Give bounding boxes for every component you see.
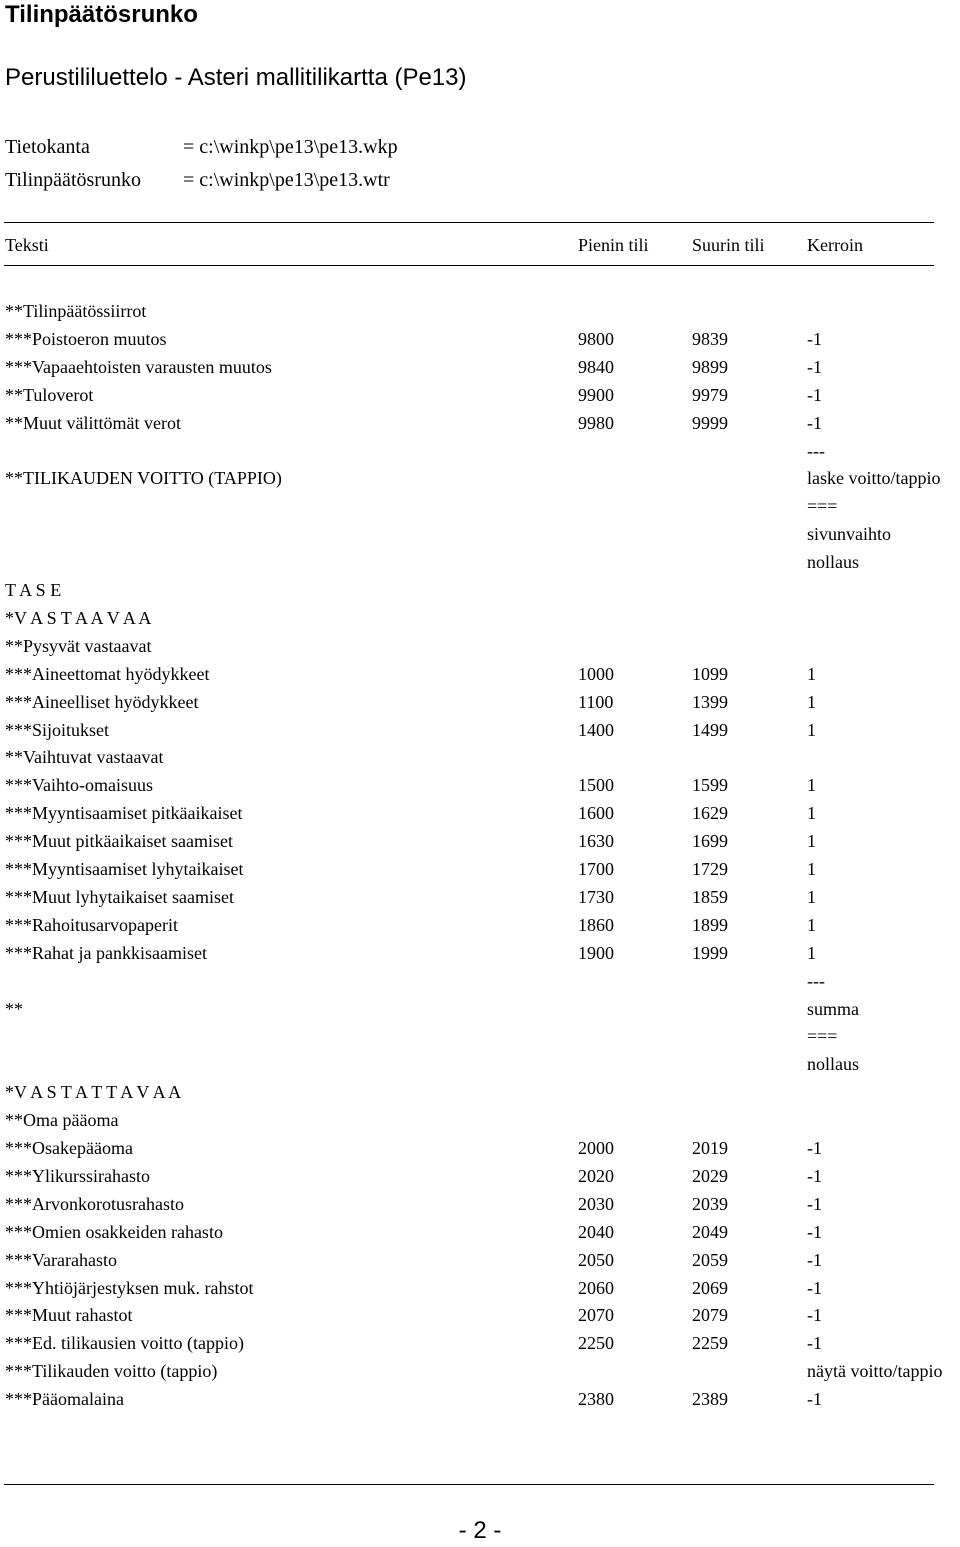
table-row (0, 716, 960, 744)
table-row (0, 632, 960, 660)
row-text: ***Sijoitukset (5, 720, 110, 740)
row-factor: -1 (807, 1305, 822, 1325)
row-max-account: 1629 (692, 803, 728, 823)
row-factor: näytä voitto/tappio (807, 1361, 943, 1381)
table-row (0, 743, 960, 771)
header-min-account: Pienin tili (578, 235, 649, 255)
row-min-account: 9900 (578, 385, 614, 405)
table-row (0, 1022, 960, 1050)
row-text: **Oma pääoma (5, 1110, 119, 1130)
row-min-account: 1730 (578, 887, 614, 907)
table-row (0, 688, 960, 716)
table-row (0, 1134, 960, 1162)
table-row (0, 1078, 960, 1106)
table-row (0, 325, 960, 353)
header-bottom-rule (4, 265, 934, 266)
row-max-account: 9979 (692, 385, 728, 405)
row-text: ***Muut pitkäaikaiset saamiset (5, 831, 233, 851)
row-max-account: 9839 (692, 329, 728, 349)
row-max-account: 1729 (692, 859, 728, 879)
row-text: T A S E (5, 580, 62, 600)
row-min-account: 2070 (578, 1305, 614, 1325)
row-factor: 1 (807, 887, 816, 907)
row-min-account: 2030 (578, 1194, 614, 1214)
row-text: ***Ylikurssirahasto (5, 1166, 150, 1186)
row-max-account: 1599 (692, 775, 728, 795)
row-max-account: 2389 (692, 1389, 728, 1409)
row-min-account: 1400 (578, 720, 614, 740)
row-max-account: 1699 (692, 831, 728, 851)
row-max-account: 1899 (692, 915, 728, 935)
row-text: **Vaihtuvat vastaavat (5, 747, 164, 767)
row-text: ** (5, 999, 23, 1019)
row-min-account: 2020 (578, 1166, 614, 1186)
row-text: ***Muut lyhytaikaiset saamiset (5, 887, 234, 907)
row-factor: 1 (807, 803, 816, 823)
table-row (0, 660, 960, 688)
row-factor: === (807, 1026, 838, 1046)
table-row (0, 437, 960, 465)
row-factor: 1 (807, 664, 816, 684)
row-factor: sivunvaihto (807, 524, 891, 544)
table-row (0, 883, 960, 911)
row-min-account: 1100 (578, 692, 614, 712)
footer-rule (4, 1484, 934, 1485)
row-factor: 1 (807, 859, 816, 879)
document-subtitle: Perustililuettelo - Asteri mallitilikartta (Pe13) (5, 64, 467, 91)
row-factor: nollaus (807, 552, 859, 572)
row-text: ***Vararahasto (5, 1250, 117, 1270)
row-factor: -1 (807, 329, 822, 349)
row-factor: nollaus (807, 1054, 859, 1074)
table-row (0, 576, 960, 604)
meta-value: = c:\winkp\pe13\pe13.wtr (183, 169, 390, 191)
table-row (0, 911, 960, 939)
row-min-account: 2250 (578, 1333, 614, 1353)
table-header (0, 231, 960, 259)
row-min-account: 2000 (578, 1138, 614, 1158)
row-text: *V A S T A A V A A (5, 608, 152, 628)
table-row (0, 995, 960, 1023)
row-text: ***Ed. tilikausien voitto (tappio) (5, 1333, 244, 1353)
row-min-account: 9840 (578, 357, 614, 377)
row-text: ***Vaihto-omaisuus (5, 775, 153, 795)
row-min-account: 2050 (578, 1250, 614, 1270)
row-text: ***Tilikauden voitto (tappio) (5, 1361, 218, 1381)
row-text: ***Aineelliset hyödykkeet (5, 692, 199, 712)
meta-label: Tietokanta (5, 136, 90, 158)
table-row (0, 604, 960, 632)
row-max-account: 2039 (692, 1194, 728, 1214)
row-factor: -1 (807, 1333, 822, 1353)
table-row (0, 381, 960, 409)
table-row (0, 1274, 960, 1302)
row-factor: summa (807, 999, 859, 1019)
row-min-account: 1860 (578, 915, 614, 935)
row-max-account: 9999 (692, 413, 728, 433)
row-max-account: 2069 (692, 1278, 728, 1298)
table-row (0, 1106, 960, 1134)
table-row (0, 771, 960, 799)
row-text: **TILIKAUDEN VOITTO (TAPPIO) (5, 468, 282, 488)
table-row (0, 1162, 960, 1190)
row-max-account: 1399 (692, 692, 728, 712)
table-row (0, 548, 960, 576)
row-text: ***Myyntisaamiset lyhytaikaiset (5, 859, 244, 879)
row-max-account: 1859 (692, 887, 728, 907)
row-min-account: 1000 (578, 664, 614, 684)
table-row (0, 1050, 960, 1078)
row-text: ***Osakepääoma (5, 1138, 133, 1158)
row-factor: 1 (807, 720, 816, 740)
meta-label: Tilinpäätösrunko (5, 169, 141, 191)
meta-value: = c:\winkp\pe13\pe13.wkp (183, 136, 398, 158)
row-factor: -1 (807, 413, 822, 433)
table-row (0, 520, 960, 548)
table-row (0, 1385, 960, 1413)
row-max-account: 1099 (692, 664, 728, 684)
row-text: ***Aineettomat hyödykkeet (5, 664, 210, 684)
row-factor: -1 (807, 1389, 822, 1409)
table-row (0, 464, 960, 492)
table-row (0, 967, 960, 995)
row-factor: 1 (807, 943, 816, 963)
table-row (0, 409, 960, 437)
row-min-account: 1630 (578, 831, 614, 851)
row-min-account: 2060 (578, 1278, 614, 1298)
table-row (0, 1190, 960, 1218)
row-text: **Muut välittömät verot (5, 413, 181, 433)
row-min-account: 1900 (578, 943, 614, 963)
row-factor: 1 (807, 775, 816, 795)
row-max-account: 2259 (692, 1333, 728, 1353)
row-text: **Tuloverot (5, 385, 94, 405)
row-text: ***Rahoitusarvopaperit (5, 915, 178, 935)
row-max-account: 2019 (692, 1138, 728, 1158)
header-text: Teksti (5, 235, 49, 255)
row-factor: -1 (807, 1166, 822, 1186)
table-row (0, 492, 960, 520)
row-max-account: 2079 (692, 1305, 728, 1325)
row-max-account: 1999 (692, 943, 728, 963)
row-max-account: 2049 (692, 1222, 728, 1242)
table-row (0, 297, 960, 325)
table-row (0, 1329, 960, 1357)
row-text: ***Poistoeron muutos (5, 329, 167, 349)
header-factor: Kerroin (807, 235, 863, 255)
row-text: ***Arvonkorotusrahasto (5, 1194, 184, 1214)
page-number: - 2 - (458, 1517, 502, 1544)
row-min-account: 1600 (578, 803, 614, 823)
row-max-account: 2029 (692, 1166, 728, 1186)
row-factor: -1 (807, 1194, 822, 1214)
row-text: **Tilinpäätössiirrot (5, 301, 147, 321)
row-factor: --- (807, 971, 825, 991)
row-text: ***Omien osakkeiden rahasto (5, 1222, 223, 1242)
row-factor: -1 (807, 357, 822, 377)
row-text: ***Rahat ja pankkisaamiset (5, 943, 207, 963)
table-row (0, 1357, 960, 1385)
row-min-account: 2380 (578, 1389, 614, 1409)
table-row (0, 1246, 960, 1274)
row-text: ***Vapaaehtoisten varausten muutos (5, 357, 272, 377)
row-factor: 1 (807, 692, 816, 712)
row-factor: laske voitto/tappio (807, 468, 941, 488)
row-max-account: 9899 (692, 357, 728, 377)
table-row (0, 939, 960, 967)
row-factor: 1 (807, 831, 816, 851)
row-max-account: 2059 (692, 1250, 728, 1270)
row-factor: -1 (807, 1250, 822, 1270)
table-row (0, 1301, 960, 1329)
row-factor: -1 (807, 385, 822, 405)
row-min-account: 9980 (578, 413, 614, 433)
row-text: **Pysyvät vastaavat (5, 636, 152, 656)
row-factor: -1 (807, 1138, 822, 1158)
table-row (0, 855, 960, 883)
header-top-rule (4, 222, 934, 223)
row-factor: -1 (807, 1278, 822, 1298)
table-row (0, 1218, 960, 1246)
row-text: ***Muut rahastot (5, 1305, 133, 1325)
row-min-account: 2040 (578, 1222, 614, 1242)
row-min-account: 9800 (578, 329, 614, 349)
table-row (0, 353, 960, 381)
row-min-account: 1500 (578, 775, 614, 795)
row-text: ***Pääomalaina (5, 1389, 124, 1409)
table-row (0, 827, 960, 855)
row-text: ***Myyntisaamiset pitkäaikaiset (5, 803, 243, 823)
row-text: *V A S T A T T A V A A (5, 1082, 182, 1102)
row-text: ***Yhtiöjärjestyksen muk. rahstot (5, 1278, 254, 1298)
row-max-account: 1499 (692, 720, 728, 740)
document-title: Tilinpäätösrunko (5, 1, 198, 28)
table-row (0, 799, 960, 827)
row-factor: === (807, 496, 838, 516)
row-min-account: 1700 (578, 859, 614, 879)
row-factor: -1 (807, 1222, 822, 1242)
row-factor: 1 (807, 915, 816, 935)
row-factor: --- (807, 441, 825, 461)
header-max-account: Suurin tili (692, 235, 765, 255)
